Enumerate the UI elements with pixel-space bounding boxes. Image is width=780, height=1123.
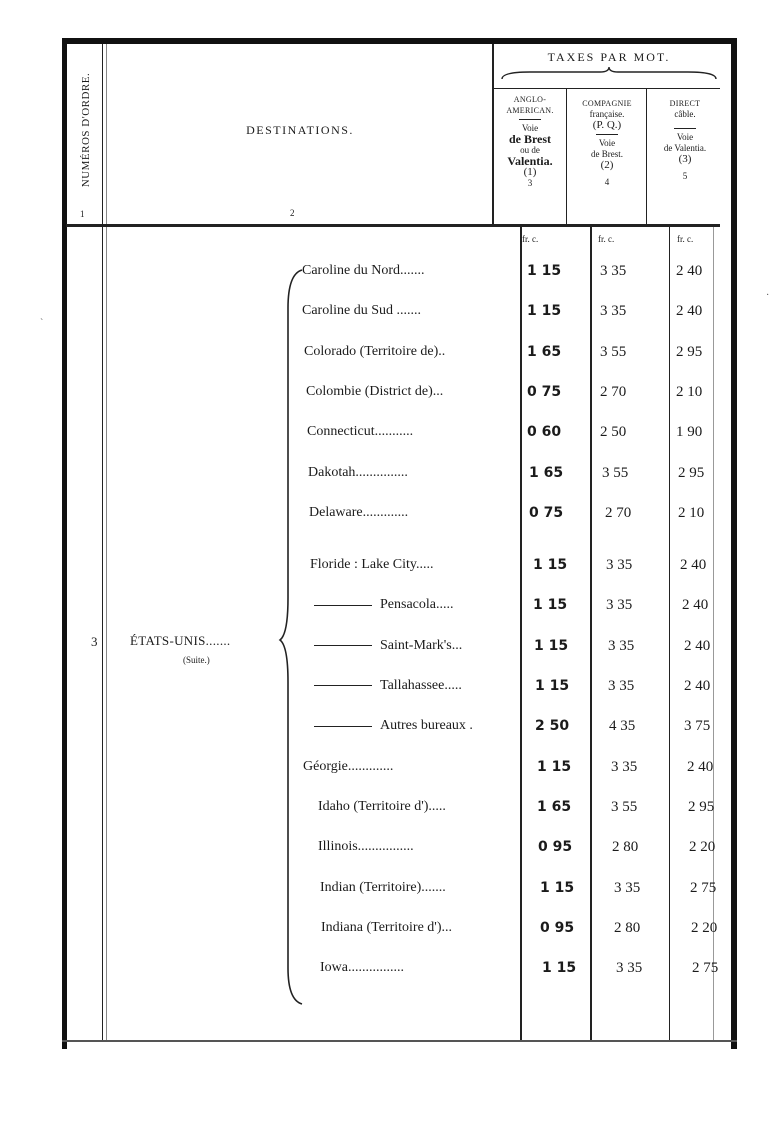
taxes-brace — [500, 66, 718, 80]
col3-header — [496, 94, 564, 189]
col4-header-line4: Voie — [598, 138, 616, 148]
header-bottom-rule — [66, 224, 720, 227]
destination-name — [314, 678, 462, 694]
destination-name — [318, 799, 446, 815]
col5-header-line5: (3) — [678, 153, 692, 165]
col4-header-number: 4 — [604, 177, 610, 187]
destination-label: Autres bureaux . — [380, 718, 473, 734]
table-row — [0, 465, 780, 495]
taxes-header-rule — [494, 88, 720, 89]
table-bottom-edge — [62, 1040, 737, 1042]
table-row — [0, 344, 780, 374]
tax-compagnie-francaise: 2 80 — [612, 839, 639, 856]
col4-unit: fr. c. — [598, 234, 615, 244]
tax-compagnie-francaise: 3 35 — [606, 557, 633, 574]
table-row — [0, 960, 780, 990]
destinations-column-divider-top — [492, 44, 494, 224]
destination-name — [314, 718, 473, 734]
table-row — [0, 638, 780, 668]
tax-anglo-american: 0 95 — [538, 839, 573, 856]
tax-anglo-american: 1 65 — [529, 464, 564, 481]
tax-direct-cable: 3 75 — [684, 718, 711, 735]
tax-compagnie-francaise: 3 55 — [600, 343, 627, 360]
destination-label: Connecticut........... — [307, 424, 414, 440]
order-header — [70, 64, 100, 219]
destinations-header: DESTINATIONS. — [246, 123, 354, 137]
col3-header-line3: Voie — [521, 123, 539, 133]
destination-label: Caroline du Nord....... — [302, 263, 425, 278]
ditto-dash — [314, 645, 372, 646]
destination-label: Saint-Mark's... — [380, 637, 463, 653]
tax-compagnie-francaise: 3 35 — [608, 678, 635, 694]
tax-compagnie-francaise: 2 70 — [605, 504, 632, 521]
table-row — [0, 263, 780, 293]
tax-anglo-american: 1 15 — [542, 960, 577, 977]
tax-anglo-american: 1 15 — [540, 879, 575, 896]
col5-header-rule — [674, 128, 696, 129]
col5-header-line1: DIRECT — [669, 99, 701, 108]
col5-header-line3: Voie — [676, 132, 694, 142]
tax-compagnie-francaise: 3 35 — [616, 960, 643, 977]
col4-header-line2: française. — [589, 109, 625, 119]
table-row — [0, 799, 780, 829]
col4-col5-divider-top — [646, 88, 647, 224]
tax-compagnie-francaise: 3 35 — [608, 637, 635, 654]
tax-direct-cable: 2 95 — [676, 343, 703, 360]
tax-anglo-american: 1 15 — [533, 597, 568, 614]
col5-header-number: 5 — [682, 171, 688, 181]
tax-compagnie-francaise: 2 50 — [600, 424, 627, 441]
tax-compagnie-francaise: 3 35 — [600, 303, 627, 320]
ditto-dash — [314, 605, 372, 606]
col3-header-line6: Valentia. — [507, 154, 553, 168]
tax-direct-cable: 2 40 — [676, 263, 703, 279]
col4-header — [568, 98, 646, 188]
country-suite-note: (Suite.) — [183, 655, 210, 665]
destination-name — [314, 638, 462, 654]
destination-name — [320, 960, 404, 976]
tax-anglo-american: 0 75 — [527, 383, 562, 400]
tax-anglo-american: 0 75 — [529, 504, 564, 521]
table-row — [0, 597, 780, 627]
col5-header-line4: de Valentia. — [663, 143, 707, 153]
tax-direct-cable: 2 20 — [689, 839, 716, 856]
destination-name — [321, 920, 452, 936]
tax-anglo-american: 1 15 — [533, 557, 568, 574]
tax-anglo-american: 1 15 — [537, 758, 572, 775]
tax-direct-cable: 2 75 — [690, 879, 717, 896]
tax-anglo-american: 2 50 — [535, 718, 570, 735]
col4-header-rule — [596, 134, 618, 135]
destination-label: Caroline du Sud ....... — [302, 303, 421, 319]
ditto-dash — [314, 685, 372, 686]
col3-header-rule — [519, 119, 541, 120]
order-header-number: 1 — [80, 209, 85, 219]
destination-name — [308, 465, 408, 481]
col3-header-line5: ou de — [520, 145, 540, 155]
tax-anglo-american: 1 15 — [527, 303, 562, 320]
destination-name — [302, 263, 424, 279]
tax-compagnie-francaise: 3 35 — [611, 758, 638, 775]
tax-direct-cable: 2 40 — [682, 597, 709, 614]
tax-compagnie-francaise: 3 55 — [602, 464, 629, 481]
destination-label: Indian (Territoire)....... — [320, 879, 446, 895]
destination-name — [306, 384, 443, 400]
table-row — [0, 718, 780, 748]
ditto-dash — [314, 726, 372, 727]
destination-label: Colombie (District de)... — [306, 383, 444, 399]
destination-name — [303, 759, 393, 775]
margin-mark: ` — [40, 318, 44, 329]
table-row — [0, 759, 780, 789]
destination-name — [314, 597, 453, 613]
col3-header-number: 3 — [527, 178, 533, 188]
destination-name — [310, 557, 434, 573]
col4-header-line1: COMPAGNIE — [582, 99, 632, 108]
tax-direct-cable: 2 10 — [678, 504, 705, 521]
tax-compagnie-francaise: 2 70 — [600, 383, 627, 400]
destination-name — [318, 839, 414, 855]
table-row — [0, 424, 780, 454]
destination-label: Iowa................ — [320, 960, 404, 976]
destination-label: Idaho (Territoire d')..... — [318, 798, 446, 814]
tax-direct-cable: 2 95 — [688, 798, 715, 815]
destination-label: Pensacola..... — [380, 597, 454, 613]
col3-header-line7: (1) — [523, 166, 537, 178]
destination-label: Géorgie............. — [303, 758, 394, 774]
table-row — [0, 384, 780, 414]
destination-label: Floride : Lake City..... — [310, 557, 434, 573]
tax-compagnie-francaise: 3 55 — [611, 798, 638, 815]
tax-direct-cable: 2 75 — [692, 960, 719, 977]
tax-direct-cable: 2 10 — [676, 383, 703, 400]
col4-header-line5: de Brest. — [591, 149, 623, 159]
destination-name — [304, 344, 445, 360]
country-name: ÉTATS-UNIS....... — [130, 633, 231, 648]
destination-name — [320, 880, 446, 896]
destinations-header-number: 2 — [290, 208, 295, 218]
tax-direct-cable: 2 20 — [691, 919, 718, 936]
table-row — [0, 678, 780, 708]
col3-col4-divider-top — [566, 88, 567, 224]
tax-compagnie-francaise: 3 35 — [606, 597, 633, 614]
margin-mark-right: · — [766, 290, 770, 301]
col3-header-line1: ANGLO- — [513, 95, 547, 104]
destination-name — [307, 424, 413, 440]
col5-header — [648, 98, 722, 182]
table-row — [0, 920, 780, 950]
table-row — [0, 839, 780, 869]
tax-anglo-american: 0 60 — [527, 424, 562, 441]
tax-anglo-american: 1 15 — [527, 263, 562, 279]
tax-compagnie-francaise: 3 35 — [614, 879, 641, 896]
destination-name — [309, 505, 408, 521]
table-row — [0, 880, 780, 910]
table-row — [0, 505, 780, 535]
destination-label: Tallahassee..... — [380, 678, 462, 693]
tax-direct-cable: 2 40 — [676, 303, 703, 320]
destination-label: Dakotah............... — [308, 464, 408, 480]
destination-label: Colorado (Territoire de).. — [304, 343, 446, 359]
tax-direct-cable: 2 40 — [684, 678, 711, 694]
taxes-header: TAXES PAR MOT. — [547, 50, 671, 64]
destination-name — [302, 303, 421, 319]
tax-compagnie-francaise: 4 35 — [609, 718, 636, 735]
col3-unit: fr. c. — [522, 234, 539, 244]
tax-direct-cable: 1 90 — [676, 424, 703, 441]
tax-direct-cable: 2 40 — [687, 758, 714, 775]
order-header-label: NUMÉROS D'ORDRE. — [80, 72, 92, 188]
col4-header-line3: (P. Q.) — [592, 119, 622, 131]
tax-anglo-american: 1 65 — [537, 798, 572, 815]
table-row — [0, 557, 780, 587]
tax-anglo-american: 1 15 — [535, 678, 570, 694]
destination-label: Indiana (Territoire d')... — [321, 919, 452, 935]
table-row — [0, 303, 780, 333]
order-number: 3 — [91, 634, 98, 649]
col5-unit: fr. c. — [677, 234, 694, 244]
tax-direct-cable: 2 40 — [680, 557, 707, 574]
tax-compagnie-francaise: 2 80 — [614, 919, 641, 936]
tax-direct-cable: 2 95 — [678, 464, 705, 481]
tax-anglo-american: 0 95 — [540, 919, 575, 936]
tax-anglo-american: 1 65 — [527, 343, 562, 360]
col5-header-line2: câble. — [674, 109, 696, 119]
col3-header-line4: de Brest — [508, 132, 552, 146]
col4-header-line6: (2) — [600, 159, 614, 171]
col3-header-line2: AMERICAN. — [506, 106, 554, 115]
destination-label: Delaware............. — [309, 504, 409, 520]
tax-anglo-american: 1 15 — [534, 637, 569, 654]
tax-compagnie-francaise: 3 35 — [600, 263, 627, 279]
destination-label: Illinois................ — [318, 839, 414, 855]
tax-direct-cable: 2 40 — [684, 637, 711, 654]
